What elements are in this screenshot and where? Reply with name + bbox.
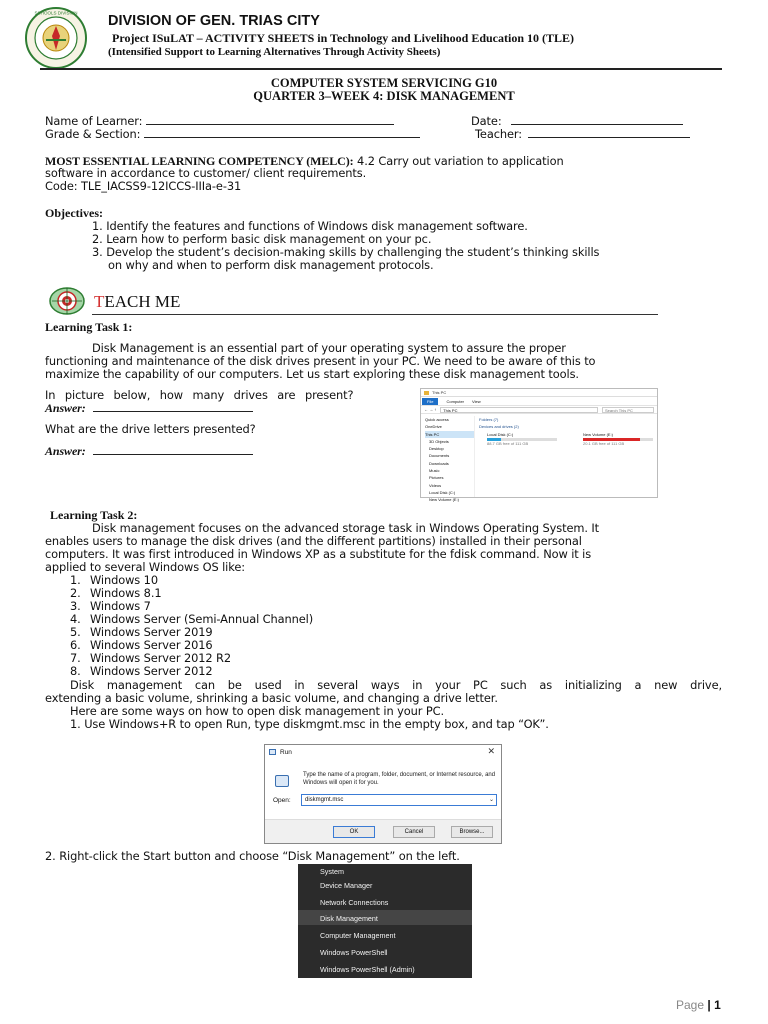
run-dialog-screenshot xyxy=(264,744,502,844)
run-app-icon xyxy=(269,749,276,755)
ok-button[interactable]: OK xyxy=(333,826,375,838)
explorer-titlebar xyxy=(421,389,657,397)
os-list-item: 8. Windows Server 2012 xyxy=(70,664,213,678)
explorer-search-box[interactable]: Search This PC xyxy=(602,407,654,413)
page-label: Page xyxy=(676,998,705,1012)
explorer-ribbon xyxy=(421,397,657,405)
folders-group[interactable]: Folders (7) xyxy=(479,417,499,422)
name-blank[interactable] xyxy=(146,115,394,125)
menu-item-network-connections[interactable]: Network Connections xyxy=(320,898,389,907)
page-separator: | xyxy=(707,998,711,1012)
teacher-field xyxy=(475,128,690,141)
page-num: 1 xyxy=(714,998,721,1012)
answer2-blank[interactable] xyxy=(93,445,253,455)
objective-item: 1. Identify the features and functions of Windows disk management software. xyxy=(92,219,528,233)
explorer-title: This PC xyxy=(432,390,447,395)
explorer-address-bar[interactable]: This PC xyxy=(440,407,598,413)
nav-item[interactable]: Music xyxy=(429,468,440,474)
task1-question1: In picture below, how many drives are present? xyxy=(45,388,354,402)
menu-item-disk-management[interactable]: Disk Management xyxy=(320,914,378,923)
teach-me-first-letter: T xyxy=(94,292,105,311)
nav-item[interactable]: Pictures xyxy=(429,475,444,481)
nav-item[interactable]: Downloads xyxy=(429,460,449,466)
answer-label: Answer: xyxy=(45,444,86,458)
task1-para-line: functioning and maintenance of the disk drives present in your PC. We need to be aware of this to xyxy=(45,354,596,368)
melc-text1: 4.2 Carry out variation to application xyxy=(357,154,564,168)
explorer-menu-view[interactable]: View xyxy=(472,398,481,404)
answer-label: Answer: xyxy=(45,401,86,415)
nav-item[interactable]: Videos xyxy=(429,482,442,488)
cancel-button[interactable]: Cancel xyxy=(393,826,435,838)
division-seal-logo xyxy=(24,6,88,70)
teach-me-rest: EACH ME xyxy=(104,292,181,311)
os-list-item: 2. Windows 8.1 xyxy=(70,586,162,600)
drive-c-name: Local Disk (C:) xyxy=(487,432,514,437)
drive-e-free: 20.1 GB free of 111 GB xyxy=(583,441,625,446)
header-project-line: Project ISuLAT – ACTIVITY SHEETS in Technology and Livelihood Education 10 (TLE) xyxy=(112,31,575,45)
run-open-input[interactable] xyxy=(301,794,497,806)
os-list-item: 3. Windows 7 xyxy=(70,599,151,613)
nav-item[interactable]: 3D Objects xyxy=(429,438,449,444)
melc-code: Code: TLE_IACSS9-12ICCS-IIIa-e-31 xyxy=(45,179,242,193)
task2-para2-line: extending a basic volume, shrinking a basic volume, and changing a drive letter. xyxy=(45,691,498,705)
run-title: Run xyxy=(280,748,292,756)
close-icon[interactable]: ✕ xyxy=(487,746,495,756)
nav-item[interactable]: Local Disk (C:) xyxy=(429,489,456,495)
menu-item-system[interactable]: System xyxy=(320,867,344,876)
drive-e-name: New Volume (E:) xyxy=(583,432,614,437)
objective-item: 2. Learn how to perform basic disk management on your pc. xyxy=(92,232,432,246)
nav-item[interactable]: Documents xyxy=(429,453,450,459)
run-open-value: diskmgmt.msc xyxy=(305,797,344,803)
os-list-item: 6. Windows Server 2016 xyxy=(70,638,213,652)
name-label: Name of Learner: xyxy=(45,114,143,128)
melc-label: MOST ESSENTIAL LEARNING COMPETENCY (MELC): xyxy=(45,154,354,168)
task2-para2-line: Disk management can be used in several ways in your PC such as initializing a new drive, xyxy=(70,678,722,692)
teacher-label: Teacher: xyxy=(475,127,523,141)
os-list-item: 4. Windows Server (Semi-Annual Channel) xyxy=(70,612,314,626)
header-expansion-line: (Intensified Support to Learning Alternatives Through Activity Sheets) xyxy=(108,46,441,58)
task2-para-line: computers. It was first introduced in Windows XP as a substitute for the fdisk command. Now it is xyxy=(45,547,592,561)
os-list-item: 7. Windows Server 2012 R2 xyxy=(70,651,232,665)
drive-c[interactable] xyxy=(487,432,557,446)
task1-para-line: maximize the capability of our computers. Let us start exploring these disk management tools. xyxy=(45,367,579,381)
page-number xyxy=(676,998,721,1012)
run-footer xyxy=(265,819,501,843)
nav-item[interactable]: Quick access xyxy=(425,417,449,422)
file-explorer-screenshot xyxy=(420,388,658,503)
ways-intro: Here are some ways on how to open disk management in your PC. xyxy=(70,704,444,718)
run-message: Type the name of a program, folder, document, or Internet resource, and Windows will open it for you. xyxy=(303,772,496,786)
menu-item-windows-powershell-admin[interactable]: Windows PowerShell (Admin) xyxy=(320,965,415,974)
folder-icon xyxy=(424,391,429,395)
objectives-label: Objectives: xyxy=(45,206,103,220)
melc-text2: software in accordance to customer/ client requirements. xyxy=(45,166,367,180)
os-list-item: 5. Windows Server 2019 xyxy=(70,625,213,639)
task2-para-line: Disk management focuses on the advanced storage task in Windows Operating System. It xyxy=(92,521,600,535)
explorer-menu-file[interactable]: File xyxy=(422,398,438,405)
run-titlebar xyxy=(265,745,501,759)
task1-answer1 xyxy=(45,402,253,415)
answer1-blank[interactable] xyxy=(93,402,253,412)
menu-item-device-manager[interactable]: Device Manager xyxy=(320,881,373,890)
back-arrow-icon[interactable]: ← → ↑ xyxy=(424,407,437,412)
nav-item[interactable]: Desktop xyxy=(429,446,444,452)
explorer-nav-pane xyxy=(421,416,475,503)
run-program-icon xyxy=(275,775,289,787)
drive-c-free: 88.7 GB free of 111 GB xyxy=(487,441,529,446)
step2-text: 2. Right-click the Start button and choose “Disk Management” on the left. xyxy=(45,849,460,863)
target-icon xyxy=(48,286,86,316)
date-blank[interactable] xyxy=(511,115,683,125)
task1-answer2 xyxy=(45,445,253,458)
teach-me-underline xyxy=(92,314,658,315)
nav-item-selected[interactable]: This PC xyxy=(425,431,474,438)
task1-question2: What are the drive letters presented? xyxy=(45,422,256,436)
teach-me-heading xyxy=(94,292,180,312)
explorer-menu-computer[interactable]: Computer xyxy=(446,398,465,404)
browse-button[interactable]: Browse... xyxy=(451,826,493,838)
run-open-label: Open: xyxy=(273,797,291,804)
nav-item[interactable]: New Volume (E:) xyxy=(429,497,460,503)
svg-text:SCHOOLS DIVISION: SCHOOLS DIVISION xyxy=(34,10,78,16)
task2-para-line: enables users to manage the disk drives (and the different partitions) installed in their personal xyxy=(45,534,582,548)
grade-field xyxy=(45,128,420,141)
menu-item-computer-management[interactable]: Computer Management xyxy=(320,931,396,940)
grade-label: Grade & Section: xyxy=(45,127,141,141)
objective-item: 3. Develop the student’s decision-making skills by challenging the student’s thinking skills xyxy=(92,245,600,259)
task2-label: Learning Task 2: xyxy=(50,508,138,522)
header-title: DIVISION OF GEN. TRIAS CITY xyxy=(108,13,320,29)
doc-title-line2: QUARTER 3–WEEK 4: DISK MANAGEMENT xyxy=(253,89,515,103)
task1-label: Learning Task 1: xyxy=(45,320,133,334)
task1-para-line: Disk Management is an essential part of your operating system to assure the proper xyxy=(92,341,566,355)
step1-text: 1. Use Windows+R to open Run, type diskmgmt.msc in the empty box, and tap “OK”. xyxy=(70,717,549,731)
devices-group[interactable]: Devices and drives (2) xyxy=(479,424,519,429)
nav-item[interactable]: OneDrive xyxy=(425,424,442,430)
doc-title-line1: COMPUTER SYSTEM SERVICING G10 xyxy=(270,76,498,90)
objective-item: on why and when to perform disk management protocols. xyxy=(108,258,434,272)
date-label: Date: xyxy=(471,114,502,128)
drive-e[interactable] xyxy=(583,432,653,446)
start-context-menu-screenshot xyxy=(298,864,472,978)
teacher-blank[interactable] xyxy=(528,128,690,138)
header-divider xyxy=(40,68,722,70)
explorer-address-row xyxy=(421,405,657,414)
menu-item-windows-powershell[interactable]: Windows PowerShell xyxy=(320,948,388,957)
grade-blank[interactable] xyxy=(144,128,420,138)
task2-para-line: applied to several Windows OS like: xyxy=(45,560,245,574)
chevron-down-icon[interactable]: ⌄ xyxy=(488,797,494,803)
explorer-content xyxy=(479,416,657,497)
os-list-item: 1. Windows 10 xyxy=(70,573,158,587)
